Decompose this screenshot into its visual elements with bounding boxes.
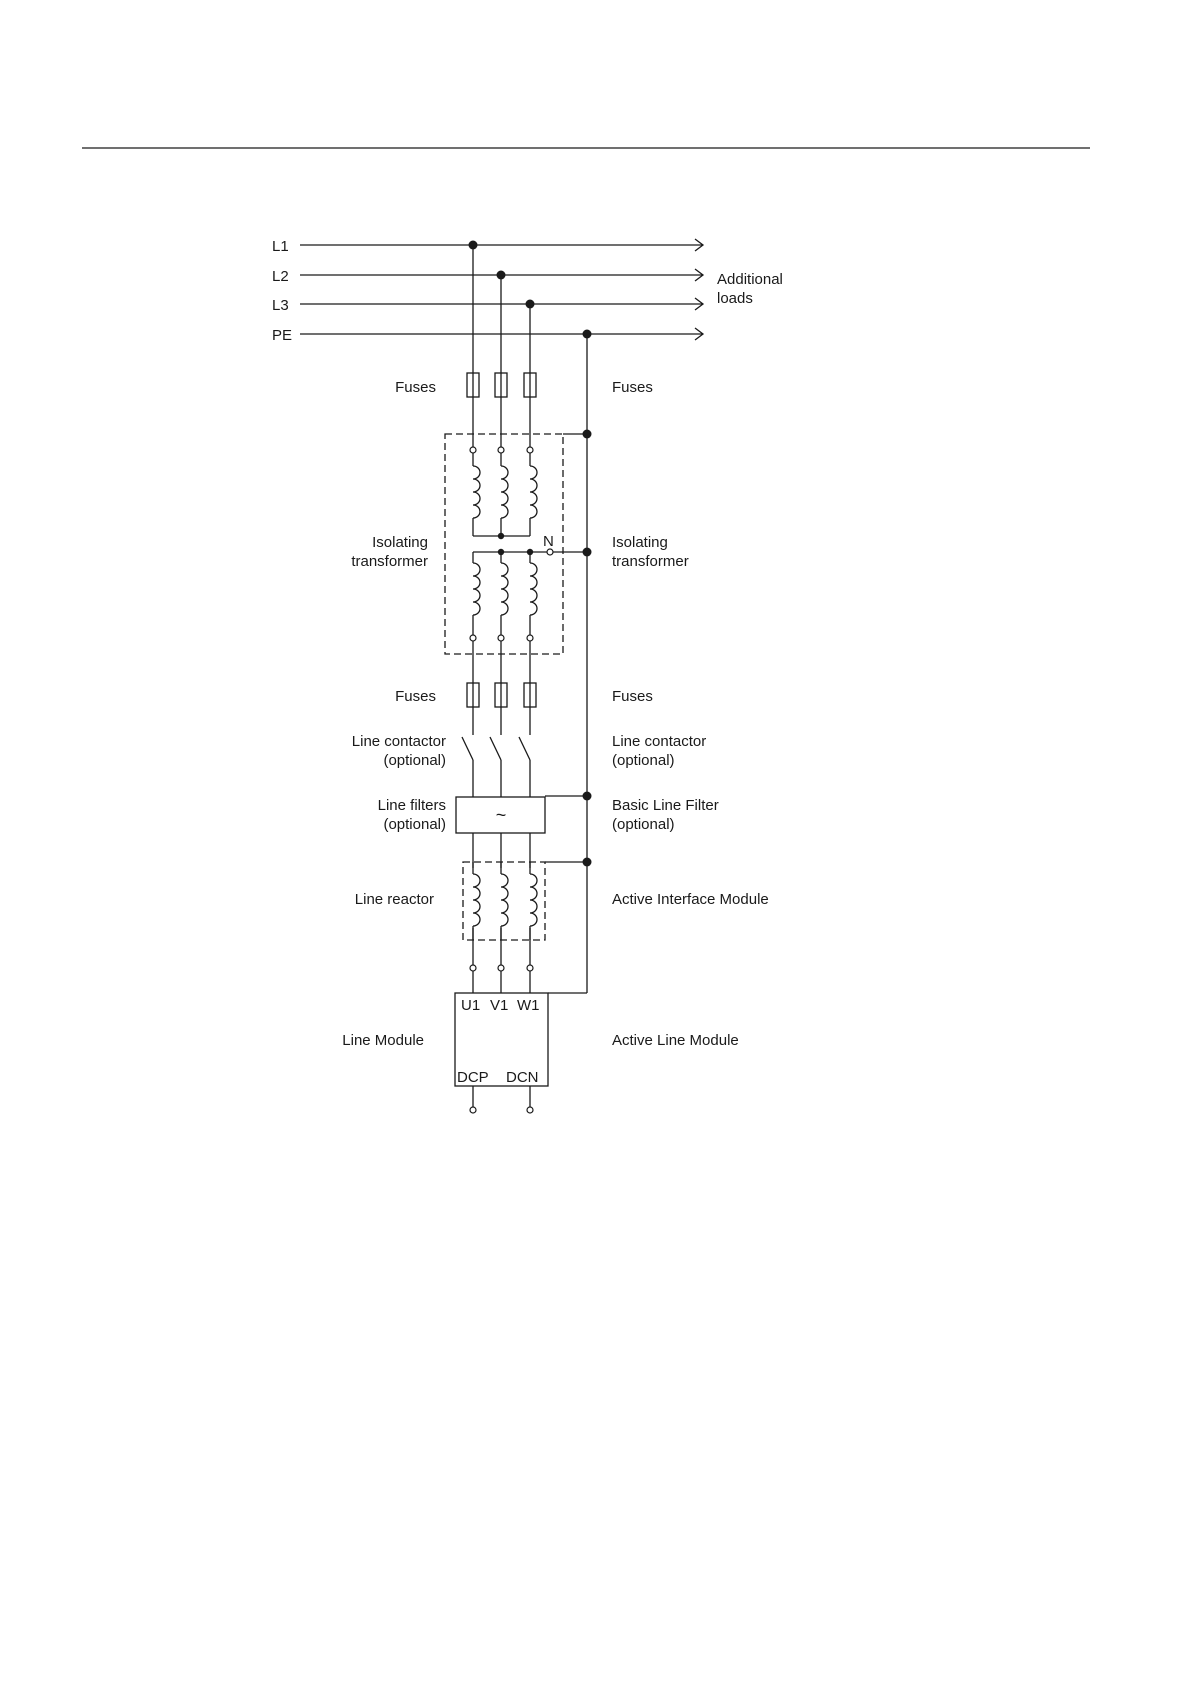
label-pe: PE	[272, 327, 293, 344]
label-active-interface-module: Active Interface Module	[612, 891, 769, 908]
label-l3: L3	[272, 297, 289, 314]
label-filters-left-1: Line filters	[377, 797, 446, 814]
dcn-output-terminal	[527, 1107, 533, 1113]
label-fuses-bottom-right: Fuses	[612, 688, 653, 705]
terminal-u1: U1	[461, 997, 481, 1014]
label-contactor-left-1: Line contactor	[351, 733, 446, 750]
line-contactor	[462, 737, 530, 760]
label-isolating-right-1: Isolating	[612, 534, 668, 551]
terminal-w1: W1	[517, 997, 540, 1014]
label-filter-right-2: (optional)	[612, 816, 675, 833]
label-l2: L2	[272, 268, 289, 285]
label-fuses-bottom-left: Fuses	[395, 688, 436, 705]
terminal-v1: V1	[490, 997, 509, 1014]
pe-junction-transformer-top	[583, 430, 592, 439]
label-neutral: N	[543, 533, 554, 550]
pe-conductor	[545, 334, 587, 993]
label-additional: Additional	[717, 271, 783, 288]
label-isolating-right-2: transformer	[612, 553, 689, 570]
label-line-reactor: Line reactor	[354, 891, 434, 908]
dcp-output-terminal	[470, 1107, 476, 1113]
label-fuses-top-left: Fuses	[395, 379, 436, 396]
label-contactor-right-2: (optional)	[612, 752, 675, 769]
label-active-line-module: Active Line Module	[612, 1032, 739, 1049]
pe-junction-reactor	[583, 858, 592, 867]
terminal-dcn: DCN	[506, 1069, 539, 1086]
label-line-module: Line Module	[342, 1032, 424, 1049]
label-filters-left-2: (optional)	[383, 816, 446, 833]
label-contactor-left-2: (optional)	[383, 752, 446, 769]
filter-symbol: ~	[495, 805, 507, 825]
line-reactor	[463, 862, 545, 940]
label-isolating-left-2: transformer	[351, 553, 428, 570]
line-module	[455, 993, 548, 1086]
label-loads: loads	[717, 290, 753, 307]
fuses-bottom	[467, 683, 536, 707]
label-isolating-left-1: Isolating	[372, 534, 428, 551]
label-filter-right-1: Basic Line Filter	[612, 797, 719, 814]
terminal-dcp: DCP	[457, 1069, 489, 1086]
fuses-top	[467, 373, 536, 397]
module-input-terminals	[470, 965, 533, 971]
label-contactor-right-1: Line contactor	[612, 733, 707, 750]
label-l1: L1	[272, 238, 289, 255]
pe-junction-filter	[583, 792, 592, 801]
label-fuses-top-right: Fuses	[612, 379, 653, 396]
line-filter	[456, 797, 545, 833]
pe-junction-neutral	[583, 548, 592, 557]
